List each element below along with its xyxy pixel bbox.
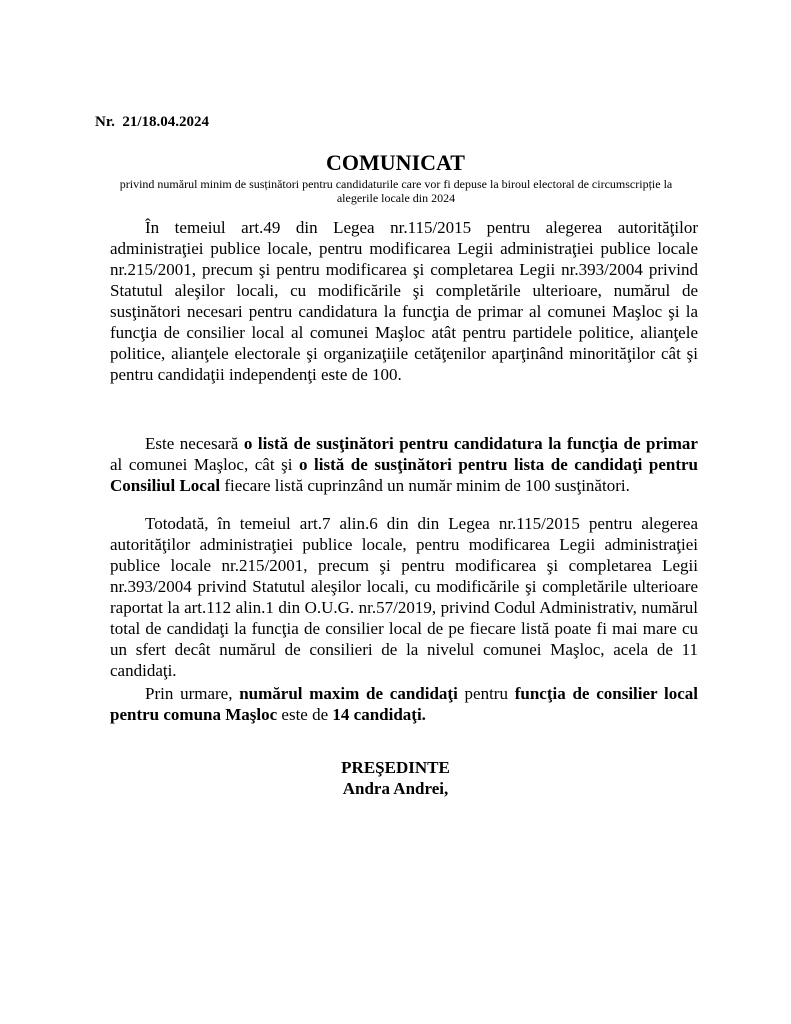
paragraph-bold-text: funcţia de consilier local pentru comuna Maşloc: [110, 684, 699, 724]
paragraph-text: fiecare listă cuprinzând un număr minim de 100 susţinători.: [220, 476, 630, 495]
paragraph-text: Este necesară: [145, 434, 244, 453]
paragraph-text: Prin urmare,: [145, 684, 240, 703]
paragraph-text: este de: [277, 705, 333, 724]
paragraph-supporter-lists: [110, 433, 698, 496]
paragraph-conclusion: [110, 683, 698, 725]
paragraph-text: pentru: [457, 684, 515, 703]
document-title: COMUNICAT: [326, 150, 465, 175]
paragraph-bold-text: numărul maxim de candidaţi: [239, 684, 458, 703]
paragraph-text: al comunei Maşloc, cât şi: [110, 455, 299, 474]
paragraph-bold-text: 14 candidaţi.: [332, 705, 426, 724]
document-number: Nr. 21/18.04.2024: [95, 114, 210, 130]
document-subtitle: privind numărul minim de susținători pentru candidaturile care vor fi depuse la biroul electoral de circumscripție la alegerile locale din 2024: [119, 177, 673, 205]
signature-role: PREŞEDINTE: [341, 758, 450, 777]
paragraph-bold-text: o listă de susţinători pentru candidatura la funcţia de primar: [243, 434, 698, 453]
paragraph-legal-basis: În temeiul art.49 din Legea nr.115/2015 pentru alegerea autorităţilor administraţiei publice locale, pentru modificarea Legii administraţiei publice locale nr.215/2001, precum şi pentru modificarea şi completarea Legii nr.393/2004 privind Statutul aleşilor locali, cu modificările şi completările ulterioare, numărul de susţinători necesari pentru candidatura la funcţia de primar al comunei Maşloc şi la funcţia de consilier local al comunei Maşloc atât pentru partidele politice, alianţele politice, alianţele electorale şi organizaţiile cetăţenilor aparţinând minorităţilor cât şi pentru candidaţii independenţi este de 100.: [110, 218, 698, 384]
paragraph-bold-text: o listă de susţinători pentru lista de candidaţi pentru Consiliul Local: [110, 455, 698, 495]
paragraph-candidate-count: Totodată, în temeiul art.7 alin.6 din din Legea nr.115/2015 pentru alegerea autorităţilor administraţiei publice locale, pentru modificarea Legii administraţiei publice locale nr.215/2001, precum şi pentru modificarea şi completarea Legii nr.393/2004 privind Statutul aleşilor locali, cu modificările şi completările ulterioare raportat la art.112 alin.1 din O.U.G. nr.57/2019, privind Codul Administrativ, numărul total de candidaţi la funcţia de consilier local de pe fiecare listă poate fi mai mare cu un sfert decât numărul de consilieri de la nivelul comunei Maşloc, acela de 11 candidaţi.: [110, 514, 698, 680]
signature-block: [0, 757, 791, 799]
signature-name: Andra Andrei,: [342, 779, 449, 798]
